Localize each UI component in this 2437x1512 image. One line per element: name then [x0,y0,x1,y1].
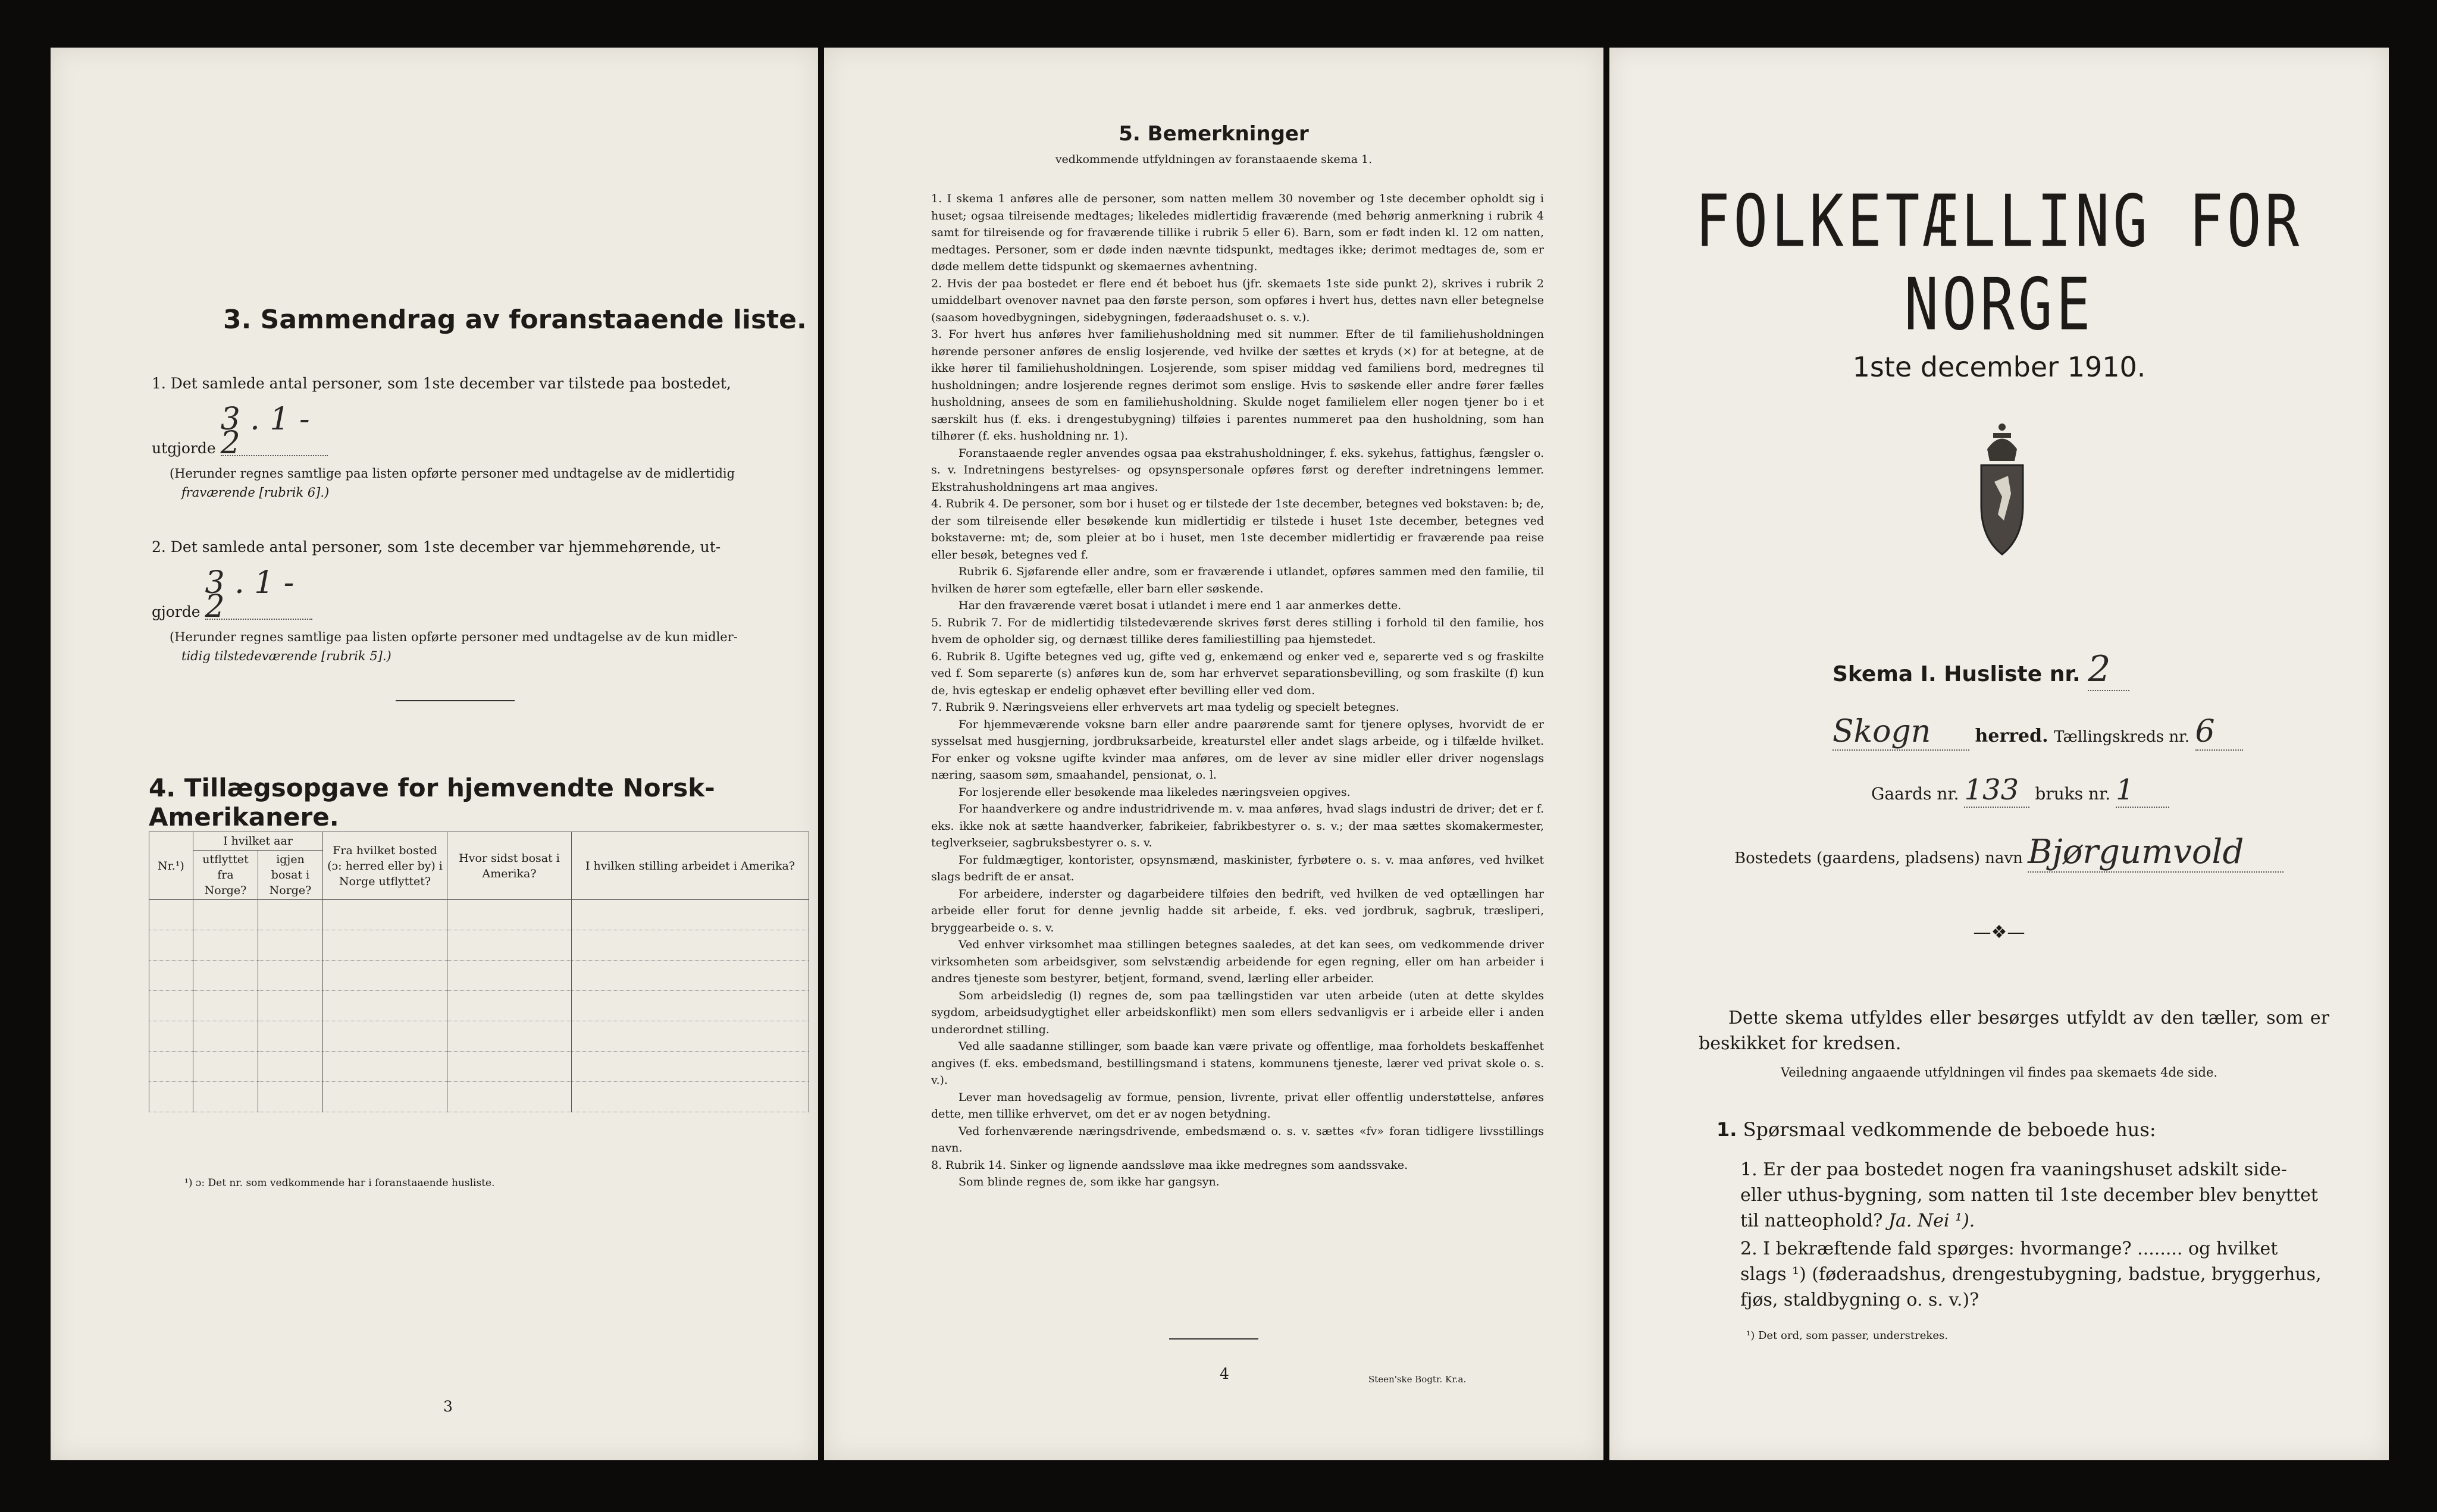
section3-title: 3. Sammendrag av foranstaaende liste. [223,305,807,335]
table-row [149,991,809,1021]
remark-8: 8. Rubrik 14. Sinker og lignende aandssløve maa ikke medregnes som aandssvake. [931,1158,1408,1172]
remark-6: 6. Rubrik 8. Ugifte betegnes ved ug, gifte ved g, enkemænd og enker ved e, separerte ved s og fraskilte ved f. Som separerte (s) anføres kun de, som har erhvervet separationsbevilling, og som fraskilte (f) kun de, hvis egteskap er endelig ophævet efter bevilling eller ved dom. [931,650,1544,697]
table-row [149,1021,809,1052]
bosted-line: Bostedets (gaardens, pladsens) navn Bjørgumvold [1734,833,2283,873]
remark-7d: For haandverkere og andre industridrivende m. v. maa anføres, hvad slags industri de driver; det er f. eks. ikke nok at sætte haandverker, fabrikeier, fabrikbestyrer o. s. v.; der maa sættes skomakermester, teglverkseier, sagbruksbestyrer o. s. v. [931,802,1544,849]
remark-7i: Ved alle saadanne stillinger, som baade kan være private og offentlige, maa forholdets beskaffenhet angives (f. eks. embedsmand, bestillingsmand i statens, kommunens tjeneste, lærer ved privat skole o. s. v.). [931,1040,1544,1087]
husliste-nr-value: 2 [2088,648,2129,691]
col-fra-bosted: Fra hvilket bosted (ɔ: herred eller by) i Norge utflyttet? [323,832,447,900]
left-page [51,48,818,1460]
section4-footnote: ¹) ɔ: Det nr. som vedkommende har i foranstaaende husliste. [184,1177,495,1189]
col-group-aar: I hvilket aar [193,832,323,851]
remark-4b: Rubrik 6. Sjøfarende eller andre, som er fraværende i utlandet, opføres sammen med den familie, til hvilken de hører som egtefælle, eller barn eller søskende. [931,565,1544,595]
instruction-text: Dette skema utfyldes eller besørges utfyldt av den tæller, som er beskikket for kredsen. [1699,1008,2329,1054]
table-row [149,930,809,961]
question-1-answer: Ja. Nei ¹). [1888,1210,1975,1231]
table-row [149,1052,809,1082]
col-igjen-bosat: igjen bosat i Norge? [258,851,323,900]
remarks-body [931,190,1544,1191]
remark-3: 3. For hvert hus anføres hver familiehusholdning med sit nummer. Efter de til familiehusholdningen hørende personer anføres de enslig losjerende, ved hvilke der sættes et kryds (×) for at betegne, at de ikke hører til familiehusholdningen. Losjerende, som spiser middag ved familiens bord, medregnes til husholdningen; andre losjerende regnes derimot som enslige. Hvis to søskende eller andre fører fælles husholdning, ansees de som en familiehusholdning. Skulde noget familielem eller nogen tjener bo i et særskilt hus (f. eks. i drengestubygning) tilføies i parentes nummeret paa den husholdning, som han tilhører (f. eks. husholdning nr. 1). [931,328,1544,443]
remark-7: 7. Rubrik 9. Næringsveiens eller erhvervets art maa tydelig og specielt betegnes. [931,701,1399,714]
skema-line: Skema I. Husliste nr. 2 [1833,648,2129,691]
instruction-note: Veiledning angaaende utfyldningen vil findes paa skemaets 4de side. [1780,1065,2218,1080]
question-1: 1. Er der paa bostedet nogen fra vaaningshuset adskilt side- eller uthus-bygning, som natten til 1ste december blev benyttet til natteophold? Ja. Nei ¹). [1740,1159,2318,1231]
item2-handwritten-value: 3 . 1 - 2 [205,571,312,620]
col-nr: Nr.¹) [149,832,193,900]
remark-7b: For hjemmeværende voksne barn eller andre paarørende samt for tjenere oplyses, hvorvidt de er sysselsat med husgjerning, jordbruksarbeide, kreaturstel eller andet slags arbeide, og i tilfælde hvilket. For enker og voksne ugifte kvinder maa anføres, om de lever av sine midler eller driver nogenslags næring, saasom søm, smaahandel, pensionat, o. l. [931,717,1544,782]
remark-5: 5. Rubrik 7. For de midlertidig tilstedeværende skrives først deres stilling i forhold til den familie, hos hvem de opholder sig, og dernæst tillike deres familiestilling paa hjemstedet. [931,616,1544,646]
kreds-value: 6 [2195,714,2243,751]
middle-page [824,48,1603,1460]
remark-8b: Som blinde regnes de, som ikke har gangsyn. [958,1175,1220,1188]
bosted-value: Bjørgumvold [2028,833,2283,873]
remark-2: 2. Hvis der paa bostedet er flere end ét beboet hus (jfr. skemaets 1ste side punkt 2), skrives i rubrik 2 umiddelbart ovenover navnet paa den første person, som opføres i hvert hus, dettes navn eller betegnelse (saasom hovedbygningen, sidebygningen, føderaadshuset o. s. v.). [931,277,1544,324]
table-row [149,900,809,930]
page-number: 4 [1220,1365,1229,1382]
question-2: 2. I bekræftende fald spørges: hvormange? ........ og hvilket slags ¹) (føderaadshus, drengestubygning, badstue, bryggerhus, fjøs, staldbygning o. s. v.)? [1740,1238,2322,1310]
coat-of-arms-icon [1975,416,2029,561]
section3-item2: 2. Det samlede antal personer, som 1ste december var hjemmehørende, ut- gjorde 3 . 1 - 2 (Herunder regnes samtlige paa listen opførte personer med undtagelse av de kun midler- tidig tilstedeværende [rubrik 5].) [152,538,738,663]
questions-head: 1. Spørsmaal vedkommende de beboede hus: [1716,1118,2156,1141]
remarks-title: 5. Bemerkninger [1119,122,1309,146]
right-footnote: ¹) Det ord, som passer, understrekes. [1746,1329,1948,1342]
herred-line: Skogn herred. Tællingskreds nr. 6 [1833,714,2243,751]
remark-7c: For losjerende eller besøkende maa likeledes næringsveien opgives. [958,785,1351,799]
norsk-amerikanere-table [149,832,809,1112]
remark-7k: Ved forhenværende næringsdrivende, embedsmænd o. s. v. sættes «fv» foran tidligere livsstillings navn. [931,1124,1544,1155]
remark-3b: Foranstaaende regler anvendes ogsaa paa ekstrahusholdninger, f. eks. sykehus, fattighus, fængsler o. s. v. Indretningens bestyrelses- og opsynspersonale opføres først og derefter indretningens lemmer. Ekstrahusholdningens art maa angives. [931,446,1544,494]
remarks-subtitle: vedkommende utfyldningen av foranstaaende skema 1. [1055,153,1373,166]
page-number: 3 [443,1398,453,1415]
col-hvor-bosat: Hvor sidst bosat i Amerika? [447,832,572,900]
col-stilling: I hvilken stilling arbeidet i Amerika? [572,832,809,900]
remark-7e: For fuldmægtiger, kontorister, opsynsmænd, maskinister, fyrbøtere o. s. v. maa anføres, ved hvilket slags bedrift de er ansat. [931,853,1544,883]
divider [1169,1338,1258,1340]
census-title: FOLKETÆLLING FOR NORGE [1695,180,2303,346]
remark-7h: Som arbeidsledig (l) regnes de, som paa tællingstiden var uten arbeide (uten at dette skyldes sygdom, arbeidsudygtighet eller arbeidskonflikt) men som ellers sedvanligvis er i arbeide eller i anden underordnet stilling. [931,989,1544,1036]
gaards-value: 133 [1964,773,2029,808]
col-utflyttet: utflyttet fra Norge? [193,851,258,900]
remark-4c: Har den fraværende været bosat i utlandet i mere end 1 aar anmerkes dette. [958,599,1402,612]
remark-1: 1. I skema 1 anføres alle de personer, som natten mellem 30 november og 1ste december opholdt sig i huset; ogsaa tilreisende medtages; likeledes midlertidig fraværende (med behørig anmerkning i rubrik 4 samt for tilreisende og for fraværende tillike i rubrik 5 eller 6). Barn, som er født inden kl. 12 om natten, medtages. Personer, som er døde inden nævnte tidspunkt, medtages ikke; derimot medtages de, som er døde mellem dette tidspunkt og skemaernes avhentning. [931,192,1544,273]
remark-7j: Lever man hovedsagelig av formue, pension, livrente, privat eller offentlig understøttelse, anføres dette, men tillike erhvervet, om det er av nogen betydning. [931,1090,1544,1121]
ornament-icon: —❖— [1973,922,2025,943]
herred-value: Skogn [1833,714,1969,751]
gaards-line: Gaards nr. 133 bruks nr. 1 [1871,773,2169,808]
bruks-value: 1 [2116,773,2169,808]
remark-7f: For arbeidere, inderster og dagarbeidere tilføies den bedrift, ved hvilken de ved optællingen har arbeide eller forut for denne jevnlig hadde sit arbeide, f. eks. ved jordbruk, sagbruk, træsliperi, bryggearbeide o. s. v. [931,887,1544,934]
remark-4: 4. Rubrik 4. De personer, som bor i huset og er tilstede der 1ste december, betegnes ved bokstaven: b; de, der som tilreisende eller besøkende kun midlertidig er tilstede i huset 1ste december, betegnes ved bokstaverne: mt; de, som pleier at bo i huset, men 1ste december midlertidig er fraværende paa reise eller besøk, betegnes ved f. [931,497,1544,561]
section4-title: 4. Tillægsopgave for hjemvendte Norsk-Amerikanere. [149,773,715,832]
census-date: 1ste december 1910. [1852,351,2146,383]
divider [396,700,515,701]
table-row [149,961,809,991]
table-row [149,1082,809,1112]
right-page [1609,48,2389,1460]
item1-handwritten-value: 3 . 1 - 2 [221,407,328,456]
printer-mark: Steen'ske Bogtr. Kr.a. [1368,1374,1467,1385]
section3-item1: 1. Det samlede antal personer, som 1ste december var tilstede paa bostedet, utgjorde 3 . 1 - 2 (Herunder regnes samtlige paa listen opførte personer med undtagelse av de midlertidig fraværende [rubrik 6].) [152,375,735,500]
remark-7g: Ved enhver virksomhet maa stillingen betegnes saaledes, at det kan sees, om vedkommende driver virksomheten som arbeidsgiver, som selvstændig arbeidende for egen regning, eller om han arbeider i andres tjeneste som bestyrer, betjent, formand, svend, lærling eller arbeider. [931,938,1544,985]
